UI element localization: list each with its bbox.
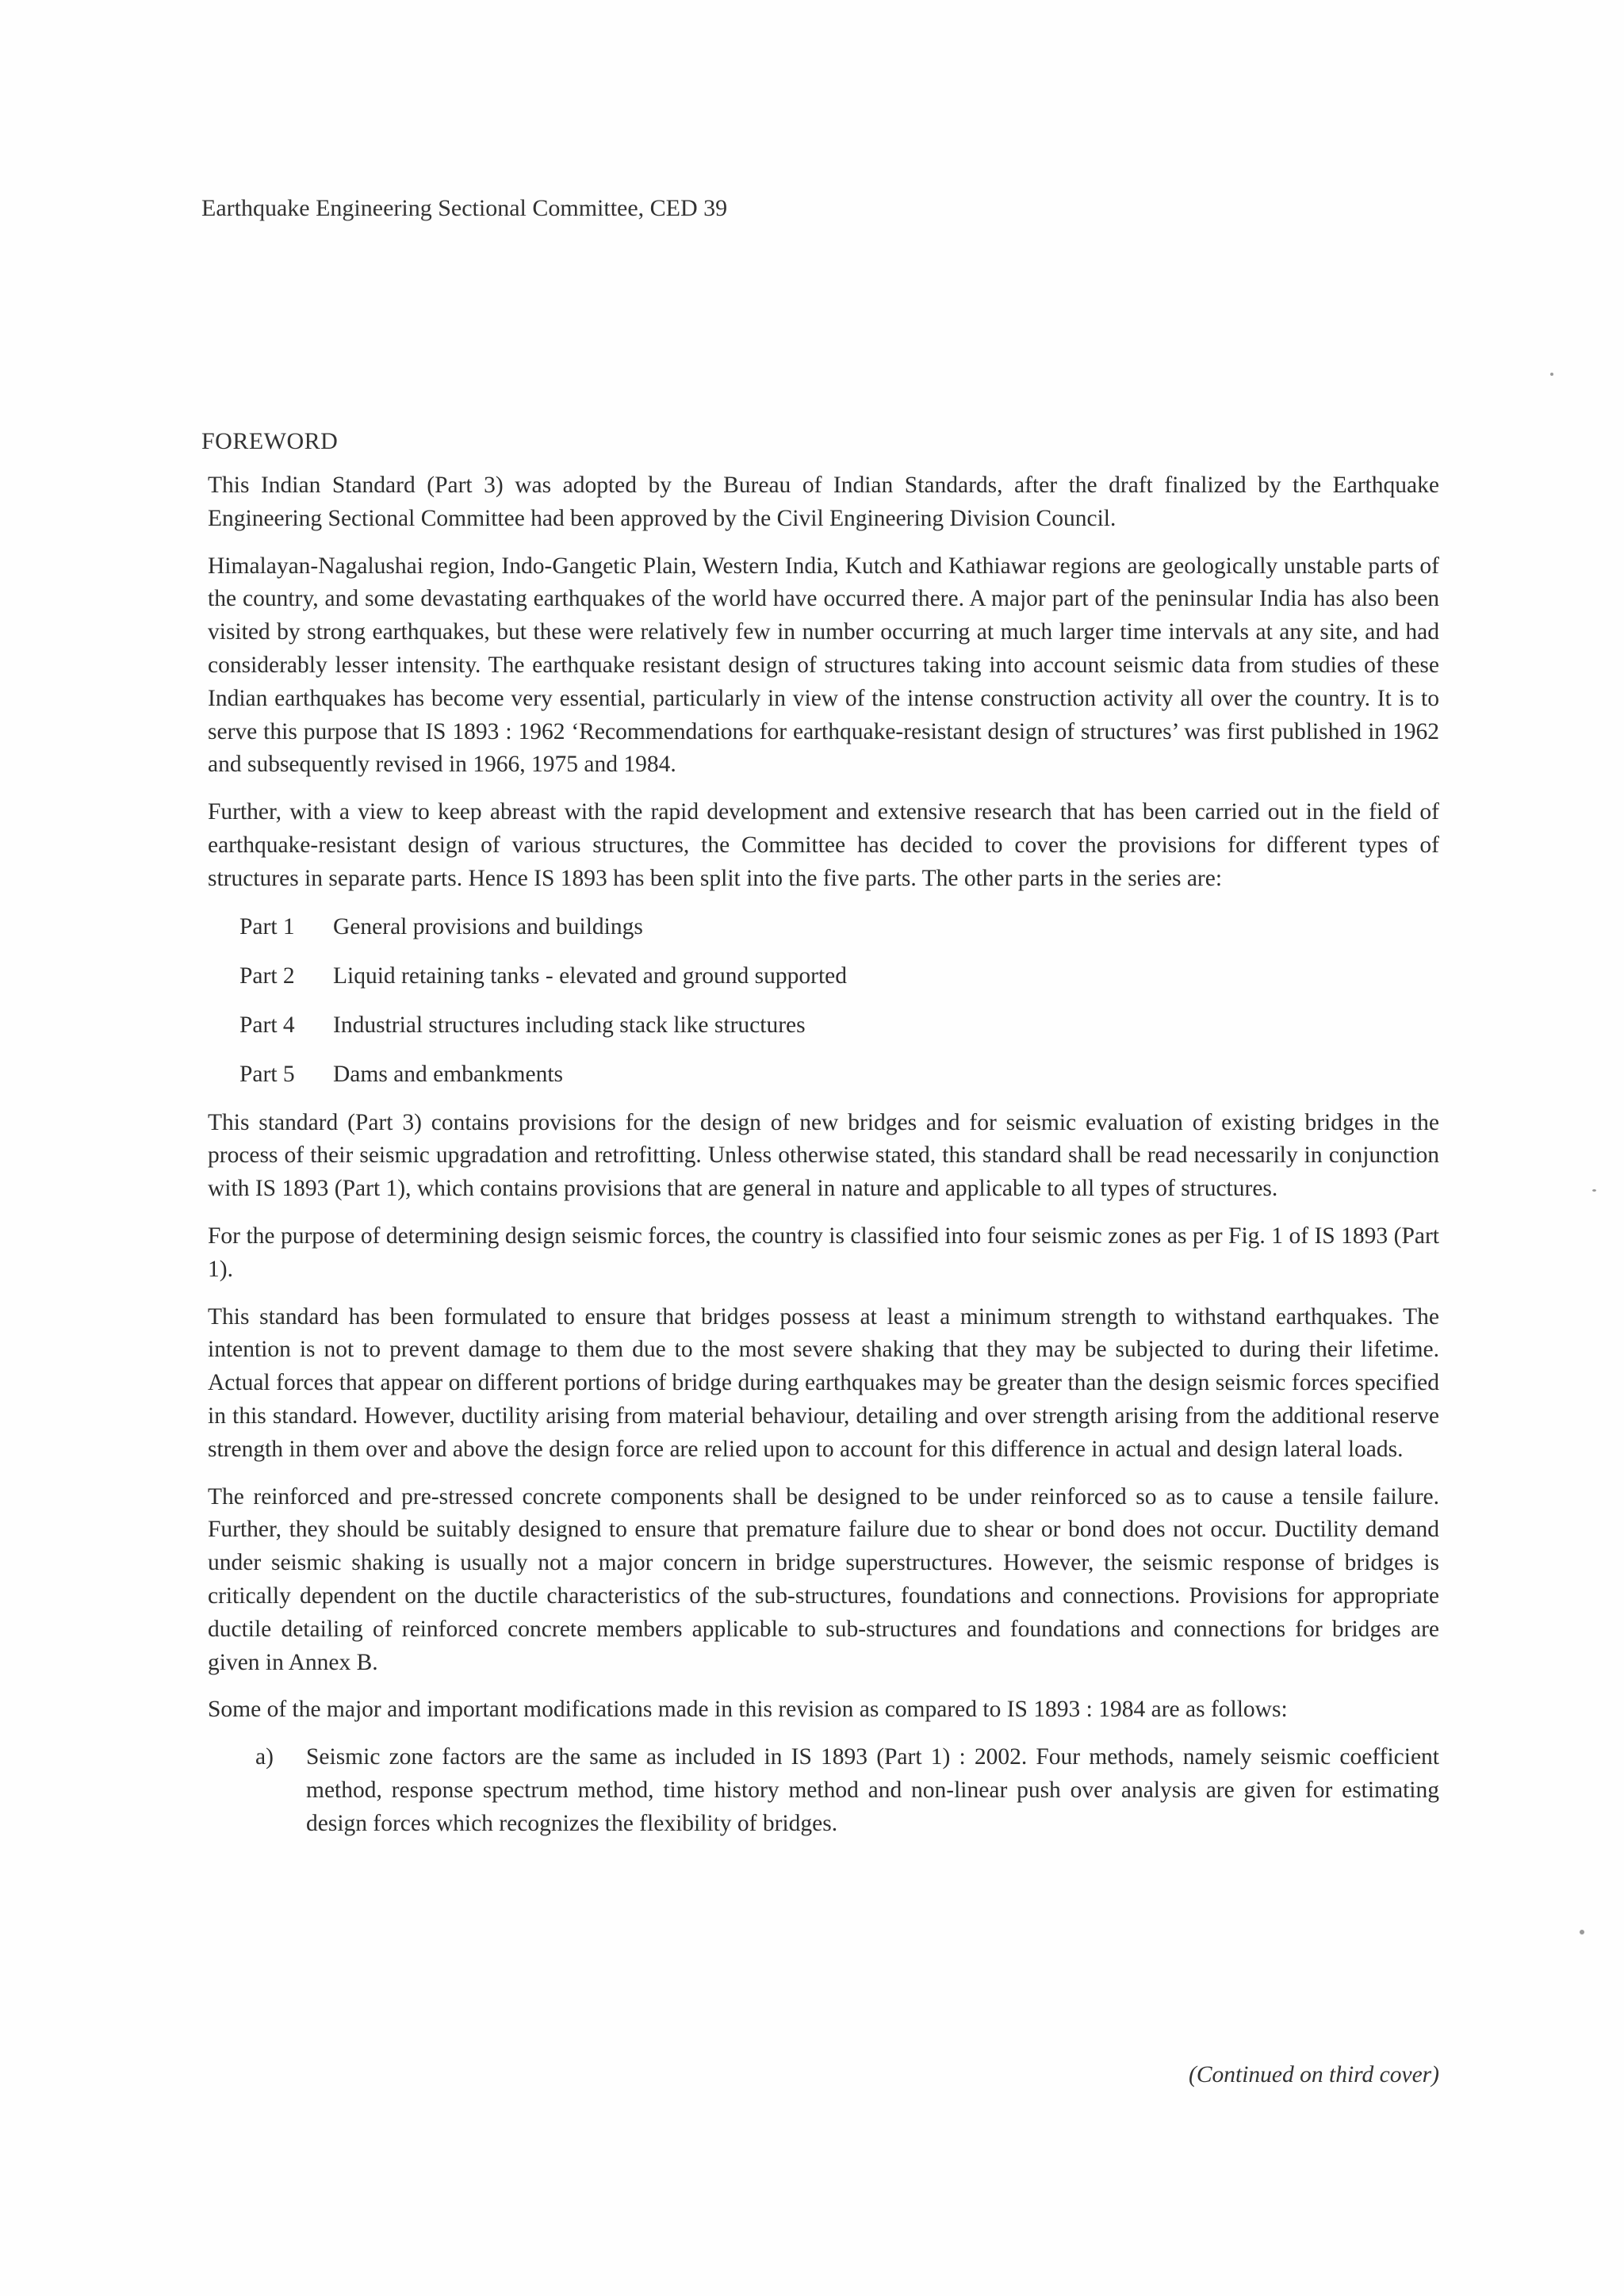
part-number: Part 2 [239,962,295,989]
list-item [208,1058,1439,1091]
part-title: General provisions and buildings [333,913,643,939]
paragraph-modifications-intro: Some of the major and important modifications made in this revision as compared to IS 1893 : 1984 are as follows: [208,1697,1288,1723]
continued-note: (Continued on third cover) [1189,2062,1439,2087]
paragraph-adoption: This Indian Standard (Part 3) was adopted by the Bureau of Indian Standards, after the draft finalized by the Earthquake Engineering Sectional Committee had been approved by the Civil Engineering Division Council. [208,473,1439,531]
parts-list [208,910,1439,1091]
paragraph-scope: This standard (Part 3) contains provisions for the design of new bridges and for seismic evaluation of existing bridges in the process of their seismic upgradation and retrofitting. Unless otherwise stated, this standard shall be read necessarily in conjunction with IS 1893 (Part 1), which contains provisions that are general in nature and applicable to all types of structures. [208,1109,1439,1202]
list-item [208,1008,1439,1042]
part-number: Part 5 [239,1061,295,1087]
paragraph-seismic-zones: For the purpose of determining design seismic forces, the country is classified into four seismic zones as per Fig. 1 of IS 1893 (Part 1). [208,1223,1439,1282]
item-label: a) [255,1744,274,1770]
scan-speck [1550,373,1553,376]
part-number: Part 1 [239,913,295,939]
list-item [208,959,1439,993]
paragraph-seismic-history: Himalayan-Nagalushai region, Indo-Gangetic Plain, Western India, Kutch and Kathiawar regions are geologically unstable parts of the country, and some devastating earthquakes of the world have occurred there. A major part of the peninsular India has also been visited by strong earthquakes, but these were relatively few in number occurring at much larger time intervals at any site, and had considerably lesser intensity. The earthquake resistant design of structures taking into account seismic data from studies of these Indian earthquakes has become very essential, particularly in view of the intense construction activity all over the country. It is to serve this purpose that IS 1893 : 1962 ‘Recommendations for earthquake-resistant design of structures’ was first published in 1962 and subsequently revised in 1966, 1975 and 1984. [208,553,1439,778]
part-title: Liquid retaining tanks - elevated and ground supported [333,962,848,989]
modifications-list [208,1741,1439,1840]
list-item [208,1741,1439,1840]
part-title: Dams and embankments [333,1061,564,1087]
list-item [208,910,1439,943]
part-title: Industrial structures including stack like structures [333,1012,806,1038]
paragraph-design-intent: This standard has been formulated to ensure that bridges possess at least a minimum strength to withstand earthquakes. The intention is not to prevent damage to them due to the most severe shaking that they may be subjected to during their lifetime. Actual forces that appear on different portions of bridge during earthquakes may be greater than the design seismic forces specified in this standard. However, ductility arising from material behaviour, detailing and over strength arising from the additional reserve strength in them over and above the design force are relied upon to account for this difference in actual and design lateral loads. [208,1303,1439,1462]
item-text: Seismic zone factors are the same as included in IS 1893 (Part 1) : 2002. Four methods, namely seismic coefficient method, response spectrum method, time history method and non-linear push over analysis are given for estimating design forces which recognizes the flexibility of bridges. [306,1744,1439,1836]
part-number: Part 4 [239,1012,295,1038]
paragraph-concrete-components: The reinforced and pre-stressed concrete components shall be designed to be under reinforced so as to cause a tensile failure. Further, they should be suitably designed to ensure that premature failure due to shear or bond does not occur. Ductility demand under seismic shaking is usually not a major concern in bridge superstructures. However, the seismic response of bridges is critically dependent on the ductile characteristics of the sub-structures, foundations and connections. Provisions for appropriate ductile detailing of reinforced concrete members applicable to sub-structures and foundations and connections for bridges are given in Annex B. [208,1483,1439,1675]
foreword-body [208,469,1439,1841]
paragraph-series-parts: Further, with a view to keep abreast with the rapid development and extensive research that has been carried out in the field of earthquake-resistant design of various structures, the Committee has decided to cover the provisions for different types of structures in separate parts. Hence IS 1893 has been split into the five parts. The other parts in the series are: [208,799,1439,891]
scan-speck [1592,1189,1596,1192]
foreword-title: FOREWORD [201,428,339,454]
committee-heading: Earthquake Engineering Sectional Committee, CED 39 [201,195,728,221]
scan-speck [1580,1930,1584,1934]
